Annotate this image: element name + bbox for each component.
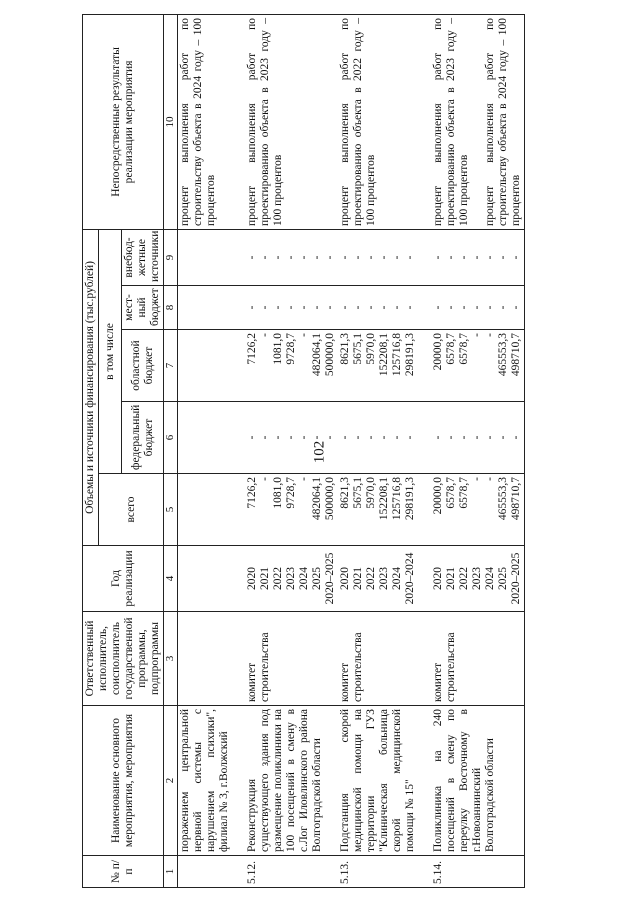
measure-name: Реконструкция существующего здания под размещение поликлиники на 100 посещений в смену в с.Лог Иловлинского района Волгоградской области <box>245 706 338 856</box>
total-value: 6578,7 <box>445 477 457 509</box>
result-line: процент выполнения работ по проектированию объекта в 2023 году – 100 процентов <box>246 17 284 226</box>
total-value: 465553,3 <box>497 477 509 521</box>
row-number: 5.13. <box>338 856 431 888</box>
extra-value: - <box>471 255 483 260</box>
cell-years <box>178 546 246 612</box>
executor: комитет строительства <box>431 612 525 706</box>
federal-value: - <box>298 435 310 440</box>
cell-years <box>338 546 431 612</box>
header-name: Наименование основного мероприятия, мероприятия <box>83 706 164 856</box>
measure-name: поражением центральной нервной системы с нарушением психики", филиал № 3, г.Волжский <box>178 706 246 856</box>
total-value: - <box>471 477 483 481</box>
regional-value: 125716,8 <box>391 333 403 377</box>
years-value: 2022 <box>458 567 470 590</box>
extra-value: - <box>311 255 323 260</box>
total-value: - <box>484 477 496 481</box>
federal-value: - <box>378 435 390 440</box>
regional-value: 8621,3 <box>339 333 351 365</box>
total-value: 6578,7 <box>458 477 470 509</box>
table-row <box>245 14 338 887</box>
cell-regional <box>245 330 338 402</box>
years-value: 2020 <box>432 567 444 590</box>
years-value: 2023 <box>471 567 483 590</box>
federal-value: - <box>471 435 483 440</box>
local-value: - <box>259 305 271 310</box>
executor <box>178 612 246 706</box>
table-header <box>83 14 178 887</box>
regional-value: - <box>259 333 271 337</box>
local-value: - <box>497 305 509 310</box>
measure-name: Поликлиника на 240 посещений в смену по переулку Восточному в г.Новоаннинский Волгоградской области <box>431 706 525 856</box>
total-value: 482064,1 <box>311 477 323 521</box>
federal-value: - <box>324 435 336 440</box>
federal-value: - <box>365 435 377 440</box>
extra-value: - <box>272 255 284 260</box>
regional-value: - <box>484 333 496 337</box>
result-text <box>338 14 431 229</box>
extra-value: - <box>352 255 364 260</box>
cell-total <box>178 474 246 546</box>
total-value: 7126,2 <box>246 477 258 509</box>
total-value: - <box>259 477 271 481</box>
cell-local <box>245 286 338 330</box>
regional-value: 465553,3 <box>497 333 509 377</box>
result-text <box>431 14 525 229</box>
years-value: 2021 <box>352 567 364 590</box>
federal-value: - <box>272 435 284 440</box>
row-number: 5.12. <box>245 856 338 888</box>
federal-value: - <box>458 435 470 440</box>
years-value: 2020–2024 <box>404 552 416 605</box>
local-value: - <box>484 305 496 310</box>
extra-value: - <box>404 255 416 260</box>
local-value: - <box>298 305 310 310</box>
federal-value: - <box>510 435 522 440</box>
extra-value: - <box>484 255 496 260</box>
header-regional: областной бюджет <box>122 330 164 402</box>
federal-value: - <box>484 435 496 440</box>
extra-value: - <box>324 255 336 260</box>
years-value: 2020–2025 <box>510 552 522 605</box>
column-number-2: 2 <box>164 706 178 856</box>
row-number <box>178 856 246 888</box>
header-funding: Объемы и источники финансирования (тыс.рублей) <box>83 229 99 545</box>
header-num: № п/п <box>83 856 164 888</box>
regional-value: 298191,3 <box>404 333 416 377</box>
cell-federal <box>245 402 338 474</box>
extra-value: - <box>458 255 470 260</box>
total-value: 20000,0 <box>432 477 444 515</box>
cell-years <box>245 546 338 612</box>
local-value: - <box>352 305 364 310</box>
result-line: процент выполнения работ по проектированию объекта в 2022 году – 100 процентов <box>339 17 377 226</box>
local-value: - <box>311 305 323 310</box>
regional-value: 5675,1 <box>352 333 364 365</box>
extra-value: - <box>365 255 377 260</box>
regional-value: 20000,0 <box>432 333 444 371</box>
rotated-table-container <box>82 15 602 888</box>
cell-local <box>178 286 246 330</box>
cell-regional <box>338 330 431 402</box>
local-value: - <box>378 305 390 310</box>
years-value: 2023 <box>285 567 297 590</box>
extra-value: - <box>497 255 509 260</box>
extra-value: - <box>445 255 457 260</box>
cell-extra <box>245 229 338 285</box>
result-line-2: процент выполнения работ по строительству объекта в 2024 году – 100 процентов <box>484 17 522 226</box>
column-number-6: 6 <box>164 402 178 474</box>
cell-federal <box>178 402 246 474</box>
funding-table <box>82 14 525 888</box>
total-value: 500000,0 <box>324 477 336 521</box>
federal-value: - <box>285 435 297 440</box>
local-value: - <box>324 305 336 310</box>
local-value: - <box>391 305 403 310</box>
years-value: 2020 <box>246 567 258 590</box>
column-number-4: 4 <box>164 546 178 612</box>
regional-value: - <box>471 333 483 337</box>
total-value: 8621,3 <box>339 477 351 509</box>
header-local: мест- ный бюджет <box>122 286 164 330</box>
column-number-3: 3 <box>164 612 178 706</box>
extra-value: - <box>285 255 297 260</box>
extra-value: - <box>259 255 271 260</box>
cell-regional <box>178 330 246 402</box>
header-federal: федеральный бюджет <box>122 402 164 474</box>
cell-total <box>431 474 525 546</box>
header-executor: Ответственный исполнитель, соисполнитель государственной программы, подпрограммы <box>83 612 164 706</box>
cell-total <box>338 474 431 546</box>
cell-local <box>338 286 431 330</box>
total-value: 1081,0 <box>272 477 284 509</box>
regional-value: 152208,1 <box>378 333 390 377</box>
total-value: 5970,0 <box>365 477 377 509</box>
years-value: 2020–2025 <box>324 552 336 605</box>
years-value: 2024 <box>298 567 310 590</box>
column-number-8: 8 <box>164 286 178 330</box>
header-total: всего <box>99 474 164 546</box>
federal-value: - <box>246 435 258 440</box>
page-number: 102 <box>311 440 328 464</box>
local-value: - <box>432 305 444 310</box>
years-value: 2025 <box>311 567 323 590</box>
table-row <box>178 14 246 887</box>
cell-extra <box>178 229 246 285</box>
federal-value: - <box>311 435 323 440</box>
cell-years <box>431 546 525 612</box>
total-value: 5675,1 <box>352 477 364 509</box>
federal-value: - <box>445 435 457 440</box>
years-value: 2024 <box>484 567 496 590</box>
local-value: - <box>246 305 258 310</box>
header-year: Год реализации <box>83 546 164 612</box>
local-value: - <box>458 305 470 310</box>
regional-value: 500000,0 <box>324 333 336 377</box>
result-line: процент выполнения работ по строительству объекта в 2024 году – 100 процентов <box>179 17 217 226</box>
column-number-9: 9 <box>164 229 178 285</box>
total-value: - <box>298 477 310 481</box>
cell-total <box>245 474 338 546</box>
federal-value: - <box>432 435 444 440</box>
result-text <box>178 14 246 229</box>
regional-value: 6578,7 <box>458 333 470 365</box>
total-value: 152208,1 <box>378 477 390 521</box>
federal-value: - <box>404 435 416 440</box>
federal-value: - <box>497 435 509 440</box>
measure-name: Подстанция скорой медицинской помощи на территории ГУЗ "Клиническая больница скорой медицинской помощи № 15" <box>338 706 431 856</box>
years-value: 2024 <box>391 567 403 590</box>
column-number-7: 7 <box>164 330 178 402</box>
local-value: - <box>339 305 351 310</box>
extra-value: - <box>432 255 444 260</box>
federal-value: - <box>352 435 364 440</box>
total-value: 125716,8 <box>391 477 403 521</box>
cell-extra <box>431 229 525 285</box>
regional-value: 1081,0 <box>272 333 284 365</box>
local-value: - <box>365 305 377 310</box>
extra-value: - <box>246 255 258 260</box>
cell-extra <box>338 229 431 285</box>
table-row <box>431 14 525 887</box>
regional-value: - <box>298 333 310 337</box>
extra-value: - <box>378 255 390 260</box>
column-number-5: 5 <box>164 474 178 546</box>
header-including: в том числе <box>99 229 122 473</box>
federal-value: - <box>339 435 351 440</box>
years-value: 2023 <box>378 567 390 590</box>
extra-value: - <box>298 255 310 260</box>
regional-value: 9728,7 <box>285 333 297 365</box>
years-value: 2022 <box>272 567 284 590</box>
column-numbers-row <box>164 14 178 887</box>
local-value: - <box>471 305 483 310</box>
local-value: - <box>285 305 297 310</box>
federal-value: - <box>391 435 403 440</box>
table-row <box>338 14 431 887</box>
regional-value: 482064,1 <box>311 333 323 377</box>
extra-value: - <box>391 255 403 260</box>
extra-value: - <box>339 255 351 260</box>
years-value: 2021 <box>445 567 457 590</box>
years-value: 2025 <box>497 567 509 590</box>
years-value: 2022 <box>365 567 377 590</box>
result-line: процент выполнения работ по проектированию объекта в 2023 году – 100 процентов <box>432 17 470 226</box>
federal-value: - <box>259 435 271 440</box>
regional-value: 7126,2 <box>246 333 258 365</box>
result-text <box>245 14 338 229</box>
regional-value: 5970,0 <box>365 333 377 365</box>
local-value: - <box>510 305 522 310</box>
header-extra: внебюд- жетные источники <box>122 229 164 285</box>
extra-value: - <box>510 255 522 260</box>
regional-value: 498710,7 <box>510 333 522 377</box>
column-number-10: 10 <box>164 14 178 229</box>
total-value: 498710,7 <box>510 477 522 521</box>
cell-regional <box>431 330 525 402</box>
years-value: 2020 <box>339 567 351 590</box>
total-value: 9728,7 <box>285 477 297 509</box>
regional-value: 6578,7 <box>445 333 457 365</box>
cell-local <box>431 286 525 330</box>
cell-federal <box>338 402 431 474</box>
column-number-1: 1 <box>164 856 178 888</box>
local-value: - <box>272 305 284 310</box>
local-value: - <box>445 305 457 310</box>
executor: комитет строительства <box>338 612 431 706</box>
local-value: - <box>404 305 416 310</box>
table-body <box>178 14 525 887</box>
header-results: Непосредственные результаты реализации мероприятия <box>83 14 164 229</box>
row-number: 5.14. <box>431 856 525 888</box>
total-value: 298191,3 <box>404 477 416 521</box>
years-value: 2021 <box>259 567 271 590</box>
executor: комитет строительства <box>245 612 338 706</box>
cell-federal <box>431 402 525 474</box>
